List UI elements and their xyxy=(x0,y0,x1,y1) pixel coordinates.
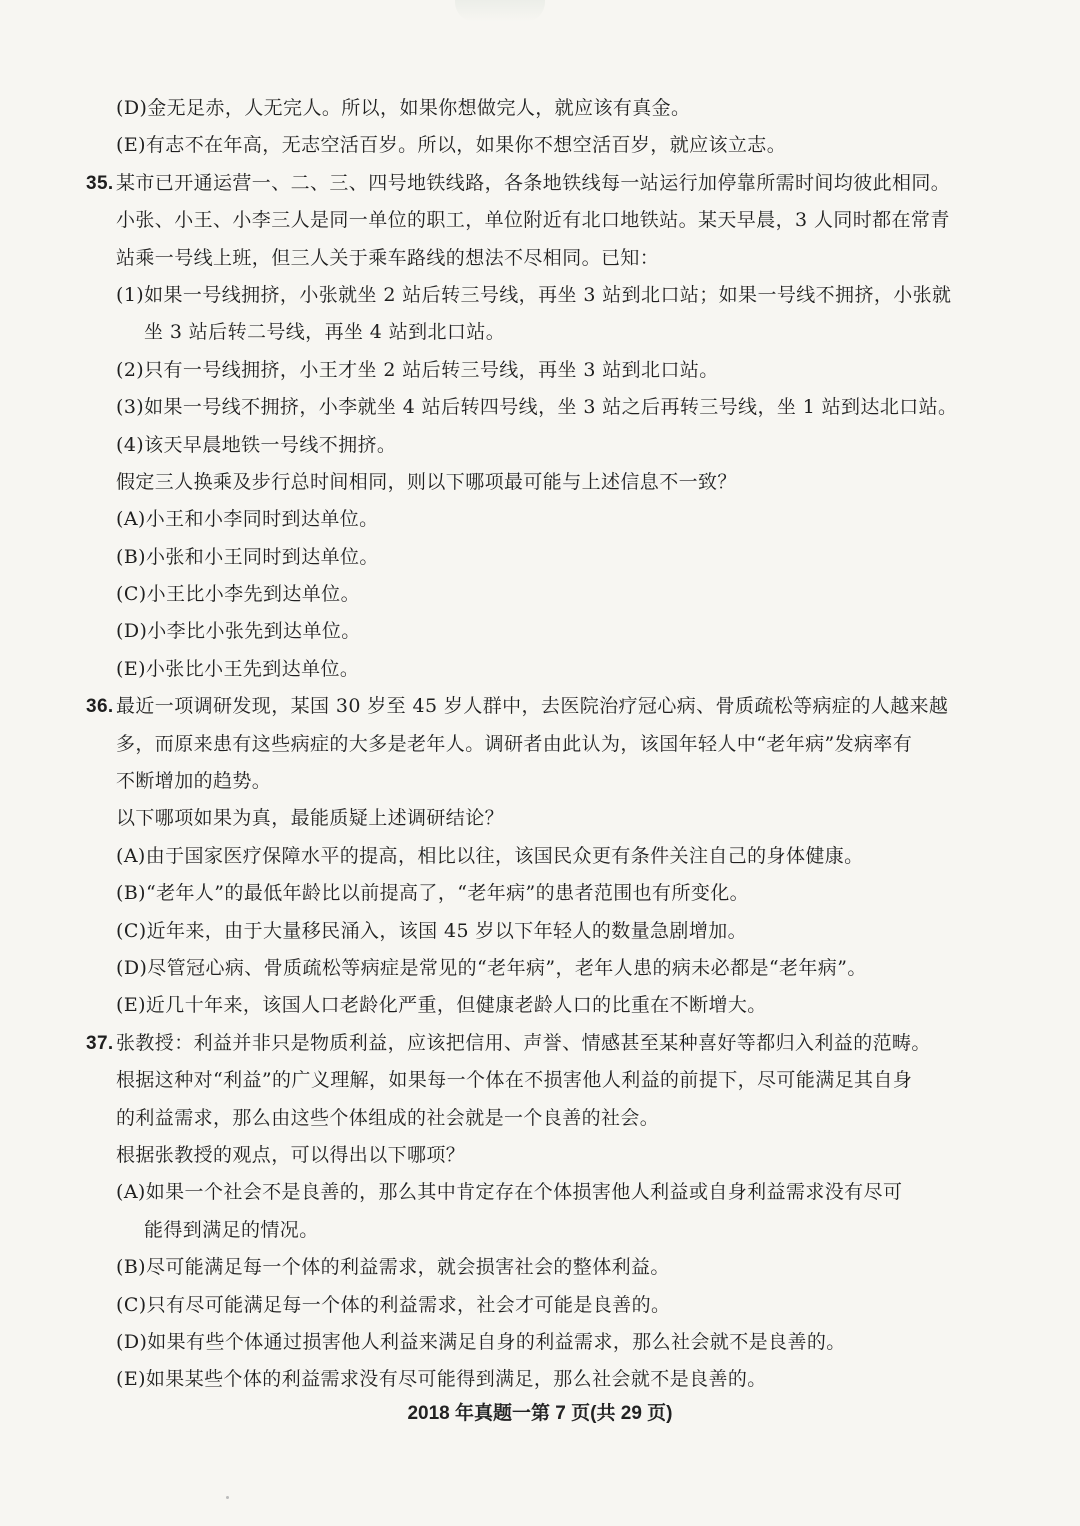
question-35-stem: 站乘一号线上班，但三人关于乘车路线的想法不尽相同。已知： xyxy=(116,246,660,269)
option-a: (A)如果一个社会不是良善的，那么其中肯定存在个体损害他人利益或自身利益需求没有尽可 xyxy=(116,1181,903,1204)
question-37-stem: 根据这种对“利益”的广义理解，如果每一个体在不损害他人利益的前提下，尽可能满足其自身 xyxy=(116,1069,913,1092)
question-number: 37. xyxy=(86,1032,114,1054)
page-content xyxy=(86,90,986,1399)
option-b: (B)小张和小王同时到达单位。 xyxy=(116,545,379,568)
question-36-stem: 不断增加的趋势。 xyxy=(116,770,272,793)
scan-smudge xyxy=(455,0,545,22)
option-e: (E)近几十年来，该国人口老龄化严重，但健康老龄人口的比重在不断增大。 xyxy=(116,994,767,1017)
question-number: 35. xyxy=(86,172,114,194)
scan-speck xyxy=(226,1496,229,1499)
condition-line: (4)该天早晨地铁一号线不拥挤。 xyxy=(116,433,397,456)
option-d: (D)如果有些个体通过损害他人利益来满足自身的利益需求，那么社会就不是良善的。 xyxy=(116,1330,846,1353)
option-line: (E)有志不在年高，无志空活百岁。所以，如果你不想空活百岁，就应该立志。 xyxy=(116,134,787,157)
option-d: (D)尽管冠心病、骨质疏松等病症是常见的“老年病”，老年人患的病未必都是“老年病”。 xyxy=(116,956,867,979)
question-number: 36. xyxy=(86,696,114,718)
option-c: (C)近年来，由于大量移民涌入，该国 45 岁以下年轻人的数量急剧增加。 xyxy=(116,919,748,942)
option-e: (E)如果某些个体的利益需求没有尽可能得到满足，那么社会就不是良善的。 xyxy=(116,1368,767,1391)
option-a-continued: 能得到满足的情况。 xyxy=(144,1218,319,1241)
question-37-stem: 的利益需求，那么由这些个体组成的社会就是一个良善的社会。 xyxy=(116,1106,660,1129)
option-b: (B)尽可能满足每一个体的利益需求，就会损害社会的整体利益。 xyxy=(116,1256,670,1279)
question-36-stem: 多，而原来患有这些病症的大多是老年人。调研者由此认为，该国年轻人中“老年病”发病率有 xyxy=(116,732,913,755)
option-c: (C)只有尽可能满足每一个体的利益需求，社会才可能是良善的。 xyxy=(116,1293,671,1316)
question-37-prompt: 根据张教授的观点，可以得出以下哪项？ xyxy=(116,1143,466,1166)
question-37-line-1: 37. 张教授：利益并非只是物质利益，应该把信用、声誉、情感甚至某种喜好等都归入利益的范畴。 xyxy=(86,1025,986,1062)
question-35-prompt: 假定三人换乘及步行总时间相同，则以下哪项最可能与上述信息不一致？ xyxy=(116,470,737,493)
condition-line: (3)如果一号线不拥挤，小李就坐 4 站后转四号线，坐 3 站之后再转三号线，坐 1 站到达北口站。 xyxy=(116,396,958,419)
option-a: (A)由于国家医疗保障水平的提高，相比以往，该国民众更有条件关注自己的身体健康。 xyxy=(116,844,864,867)
option-a: (A)小王和小李同时到达单位。 xyxy=(116,508,379,531)
condition-line: (1)如果一号线拥挤，小张就坐 2 站后转三号线，再坐 3 站到北口站；如果一号线不拥挤，小张就 xyxy=(116,283,952,306)
question-36-line-1: 36. 最近一项调研发现，某国 30 岁至 45 岁人群中，去医院治疗冠心病、骨质疏松等病症的人越来越 xyxy=(86,688,986,725)
option-c: (C)小王比小李先到达单位。 xyxy=(116,583,360,606)
condition-line: 坐 3 站后转二号线，再坐 4 站到北口站。 xyxy=(144,321,506,344)
option-b: (B)“老年人”的最低年龄比以前提高了，“老年病”的患者范围也有所变化。 xyxy=(116,882,750,905)
question-35-line-1: 35. 某市已开通运营一、二、三、四号地铁线路，各条地铁线每一站运行加停靠所需时间均彼此相同。 xyxy=(86,165,986,202)
condition-line: (2)只有一号线拥挤，小王才坐 2 站后转三号线，再坐 3 站到北口站。 xyxy=(116,358,719,381)
question-36-prompt: 以下哪项如果为真，最能质疑上述调研结论？ xyxy=(116,807,505,830)
question-35-stem: 小张、小王、小李三人是同一单位的职工，单位附近有北口地铁站。某天早晨，3 人同时都在常青 xyxy=(116,209,950,232)
option-e: (E)小张比小王先到达单位。 xyxy=(116,657,360,680)
option-line: (D)金无足赤，人无完人。所以，如果你想做完人，就应该有真金。 xyxy=(116,97,691,119)
page-footer: 2018 年真题一第 7 页(共 29 页) xyxy=(407,1403,673,1424)
option-d: (D)小李比小张先到达单位。 xyxy=(116,620,361,643)
